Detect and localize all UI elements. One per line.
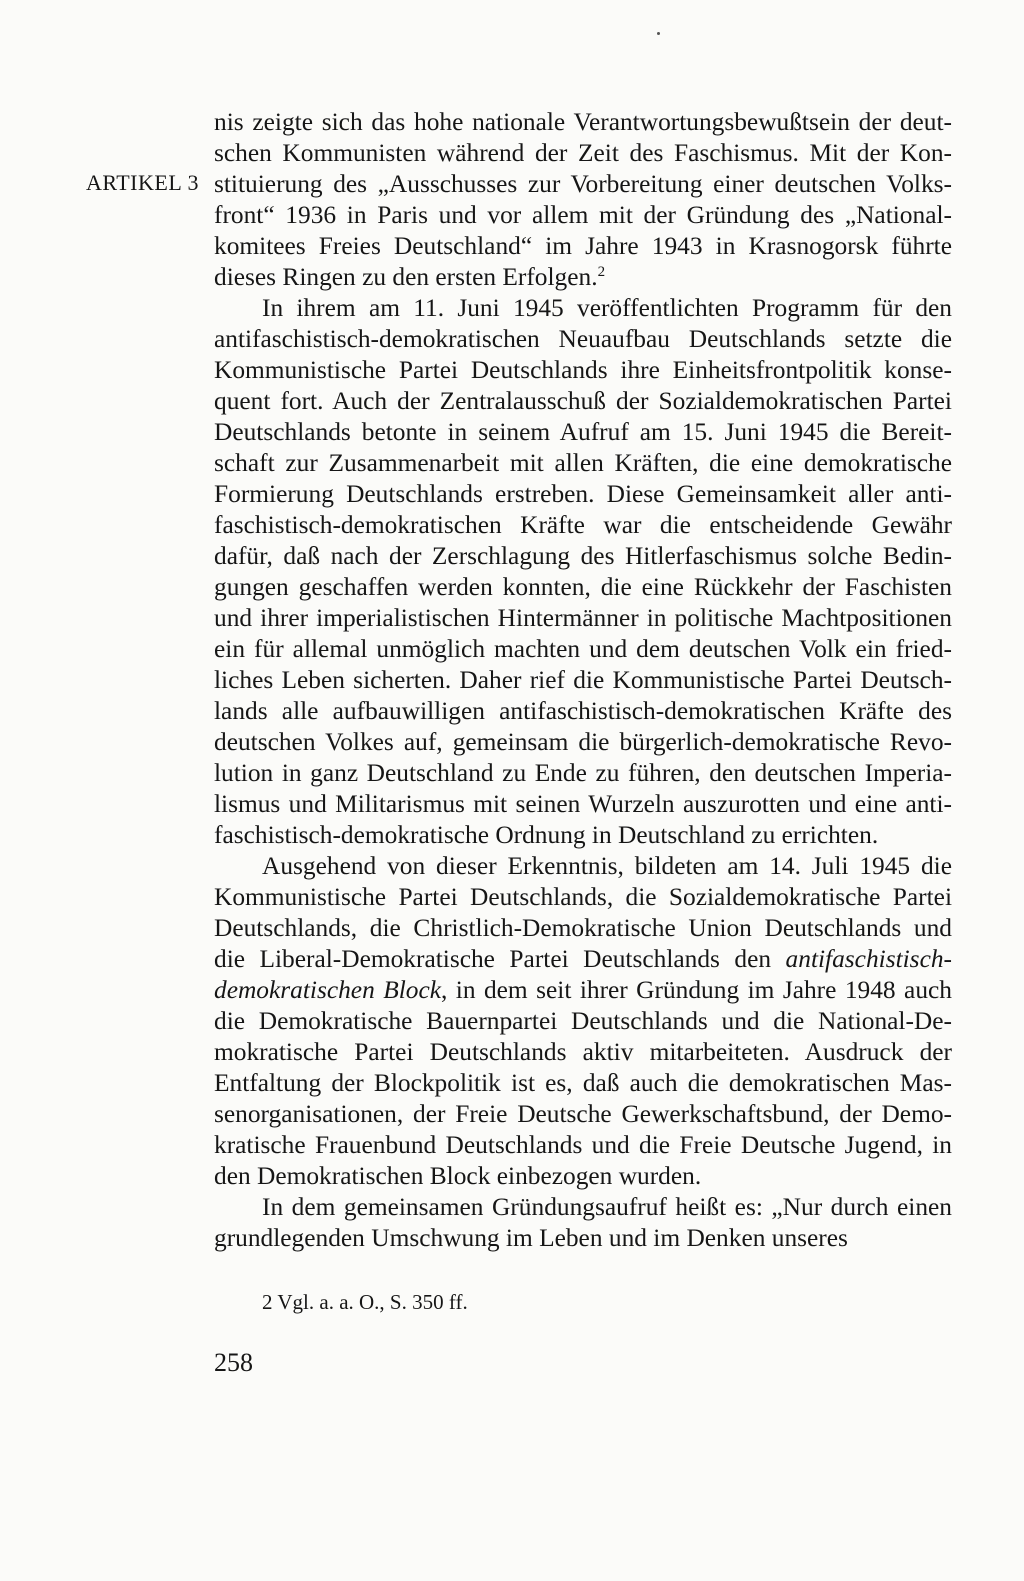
paragraph-2 xyxy=(214,293,952,851)
footnote: 2 Vgl. a. a. O., S. 350 ff. xyxy=(262,1290,468,1314)
paragraph-3 xyxy=(214,851,952,1192)
paragraph-4 xyxy=(214,1192,952,1254)
body-text xyxy=(214,107,952,1254)
emphasized-text: antifaschistisch-demokratischen Block xyxy=(214,945,952,1004)
paragraph-text: In dem gemeinsamen Gründungsaufruf heißt es: „Nur durch einen grundlegenden Umschwung im Leben und im Denken unseres xyxy=(214,1193,952,1252)
paragraph-text: , in dem seit ihrer Gründung im Jahre 1948 auch die Demokratische Bauernpartei Deutschlands und die National-Demokratische Partei Deutschlands aktiv mitarbeiteten. Ausdruck der Entfaltung der Blockpolitik ist es, daß auch die demokratischen Massenorganisationen, der Freie Deutsche Gewerkschaftsbund, der Demokratische Frauenbund Deutschlands und die Freie Deutsche Jugend, in den Demokratischen Block einbezogen wurden. xyxy=(214,976,952,1190)
paragraph-text: nis zeigte sich das hohe nationale Verantwortungsbewußtsein der deutschen Kommunisten während der Zeit des Faschismus. Mit der Konstituierung des „Ausschusses zur Vorbereitung einer deutschen Volksfront“ 1936 in Paris und vor allem mit der Gründung des „Nationalkomitees Freies Deutschland“ im Jahre 1943 in Krasnogorsk führte dieses Ringen zu den ersten Erfolgen. xyxy=(214,108,952,291)
paragraph-text: In ihrem am 11. Juni 1945 veröffentlichten Programm für den antifaschistisch-demokratischen Neuaufbau Deutschlands setzte die Kommunistische Partei Deutschlands ihre Einheitsfrontpolitik konsequent fort. Auch der Zentralausschuß der Sozialdemokratischen Partei Deutschlands betonte in seinem Aufruf am 15. Juni 1945 die Bereitschaft zur Zusammenarbeit mit allen Kräften, die eine demokratische Formierung Deutschlands erstreben. Diese Gemeinsamkeit aller antifaschistisch-demokratischen Kräfte war die entscheidende Gewähr dafür, daß nach der Zerschlagung des Hitlerfaschismus solche Bedingungen geschaffen werden konnten, die eine Rückkehr der Faschisten und ihrer imperialistischen Hintermänner in politische Machtpositionen ein für allemal unmöglich machten und dem deutschen Volk ein friedliches Leben sicherten. Daher rief die Kommunistische Partei Deutschlands alle aufbauwilligen antifaschistisch-demokratischen Kräfte des deutschen Volkes auf, gemeinsam die bürgerlich-demokratische Revolution in ganz Deutschland zu Ende zu führen, den deutschen Imperialismus und Militarismus mit seinen Wurzeln auszurotten und eine antifaschistisch-demokratische Ordnung in Deutschland zu errichten. xyxy=(214,294,952,849)
print-speck xyxy=(657,32,660,35)
margin-note-article: ARTIKEL 3 xyxy=(86,170,199,195)
paragraph-text: Ausgehend von dieser Erkenntnis, bildeten am 14. Juli 1945 die Kommunistische Partei Deutschlands, die Sozialdemokratische Partei Deutschlands, die Christlich-Demokratische Union Deutschlands und die Liberal-Demokratische Partei Deutschlands den xyxy=(214,852,952,973)
page-number: 258 xyxy=(214,1348,253,1377)
paragraph-1 xyxy=(214,107,952,293)
footnote-reference: 2 xyxy=(597,264,606,280)
